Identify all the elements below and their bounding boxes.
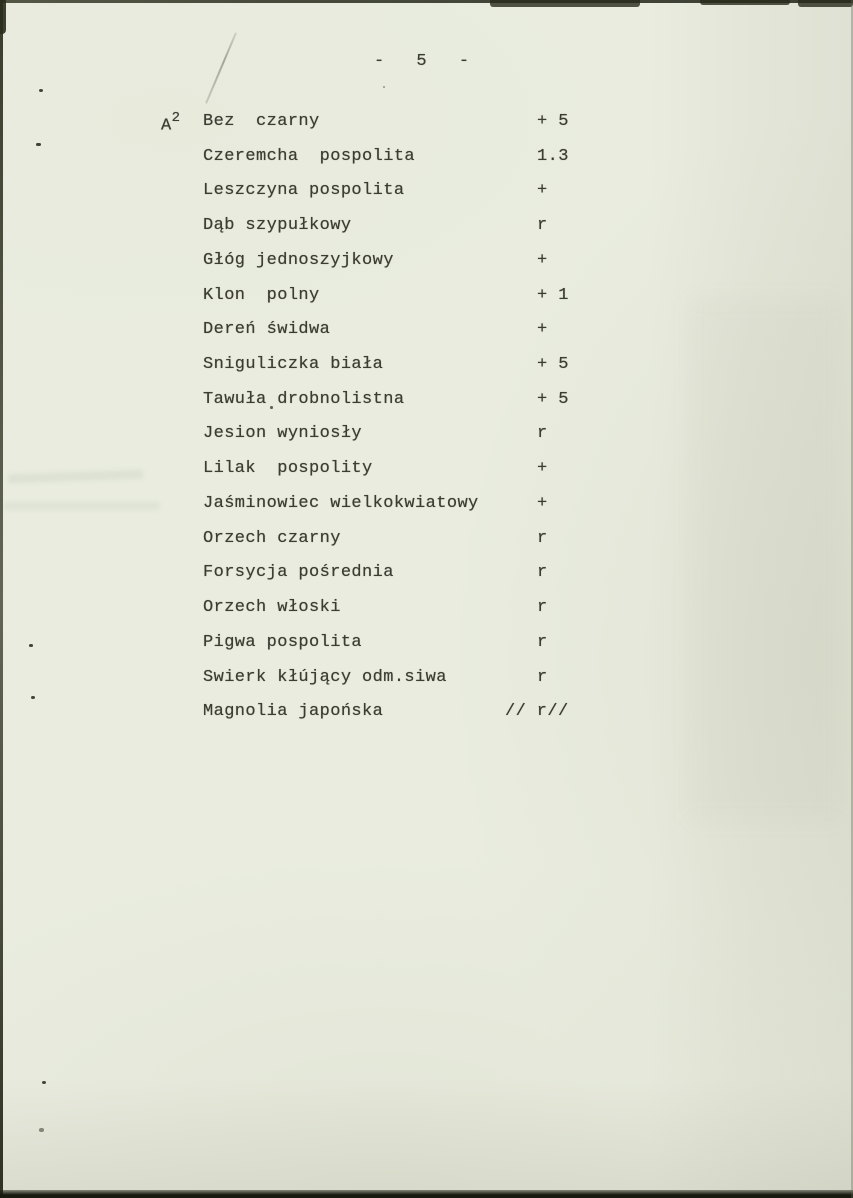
species-name: Jaśminowiec wielkokwiatowy — [203, 493, 479, 513]
species-row — [0, 251, 853, 286]
species-value: r — [537, 563, 548, 583]
species-value: + — [537, 250, 548, 270]
species-row — [0, 702, 853, 737]
scan-edge-blotch — [700, 0, 790, 5]
species-name: Leszczyna pospolita — [203, 181, 405, 201]
species-row — [0, 355, 853, 390]
ink-speck — [39, 89, 43, 92]
species-value: + — [537, 320, 548, 340]
species-name: Dąb szypułkowy — [203, 216, 352, 236]
species-row — [0, 494, 853, 529]
section-label-superscript: 2 — [171, 110, 181, 126]
species-name: Jesion wyniosły — [203, 424, 363, 444]
species-value: r — [537, 598, 548, 618]
species-value: + — [537, 459, 548, 479]
species-name: Czeremcha pospolita — [203, 146, 416, 166]
species-value: + 5 — [537, 112, 569, 131]
scan-edge-bottom — [0, 1190, 853, 1198]
species-value: 1.3 — [537, 146, 569, 166]
species-value: r — [537, 424, 548, 444]
scan-edge-blotch — [490, 0, 640, 7]
species-name: Magnolia japońska — [203, 702, 384, 722]
scan-corner-mark — [0, 0, 6, 34]
species-row — [0, 563, 853, 598]
species-name: Tawuła drobnolistna — [203, 389, 405, 409]
species-name: Orzech włoski — [203, 598, 341, 618]
species-value: r — [537, 632, 548, 652]
scan-edge-blotch — [798, 0, 853, 7]
species-name: Bez czarny — [203, 112, 320, 131]
species-row — [0, 668, 853, 703]
ink-speck — [383, 86, 385, 88]
species-name: Dereń świdwa — [203, 320, 331, 340]
species-list — [0, 112, 853, 737]
species-row — [0, 598, 853, 633]
page-number: - 5 - — [374, 52, 470, 71]
species-value: + 1 — [537, 285, 569, 305]
species-name: Swierk kłújący odm.siwa — [203, 667, 447, 687]
species-row — [0, 424, 853, 459]
species-row — [0, 181, 853, 216]
species-row — [0, 633, 853, 668]
species-name: Pigwa pospolita — [203, 632, 363, 652]
species-value: r — [537, 528, 548, 548]
species-row — [0, 459, 853, 494]
species-row — [0, 216, 853, 251]
species-value: + 5 — [537, 355, 569, 375]
species-row — [0, 320, 853, 355]
species-name: Forsycja pośrednia — [203, 563, 394, 583]
species-row — [0, 112, 853, 147]
species-value: r — [537, 216, 548, 236]
species-row — [0, 147, 853, 182]
species-row — [0, 529, 853, 564]
ink-speck — [42, 1081, 46, 1084]
species-name: Orzech czarny — [203, 528, 341, 548]
species-value: + — [537, 181, 548, 201]
species-value: + — [537, 493, 548, 513]
species-name: Klon polny — [203, 285, 320, 305]
ink-speck — [39, 1128, 44, 1132]
species-value: r — [537, 667, 548, 687]
pencil-stroke — [205, 32, 237, 104]
species-name: Głóg jednoszyjkowy — [203, 250, 394, 270]
species-value: // r// — [505, 702, 569, 722]
species-name: Lilak pospolity — [203, 459, 373, 479]
species-value: + 5 — [537, 389, 569, 409]
species-row — [0, 390, 853, 425]
species-name: Sniguliczka biała — [203, 355, 384, 375]
species-row — [0, 286, 853, 321]
section-label-letter: A — [161, 116, 172, 136]
